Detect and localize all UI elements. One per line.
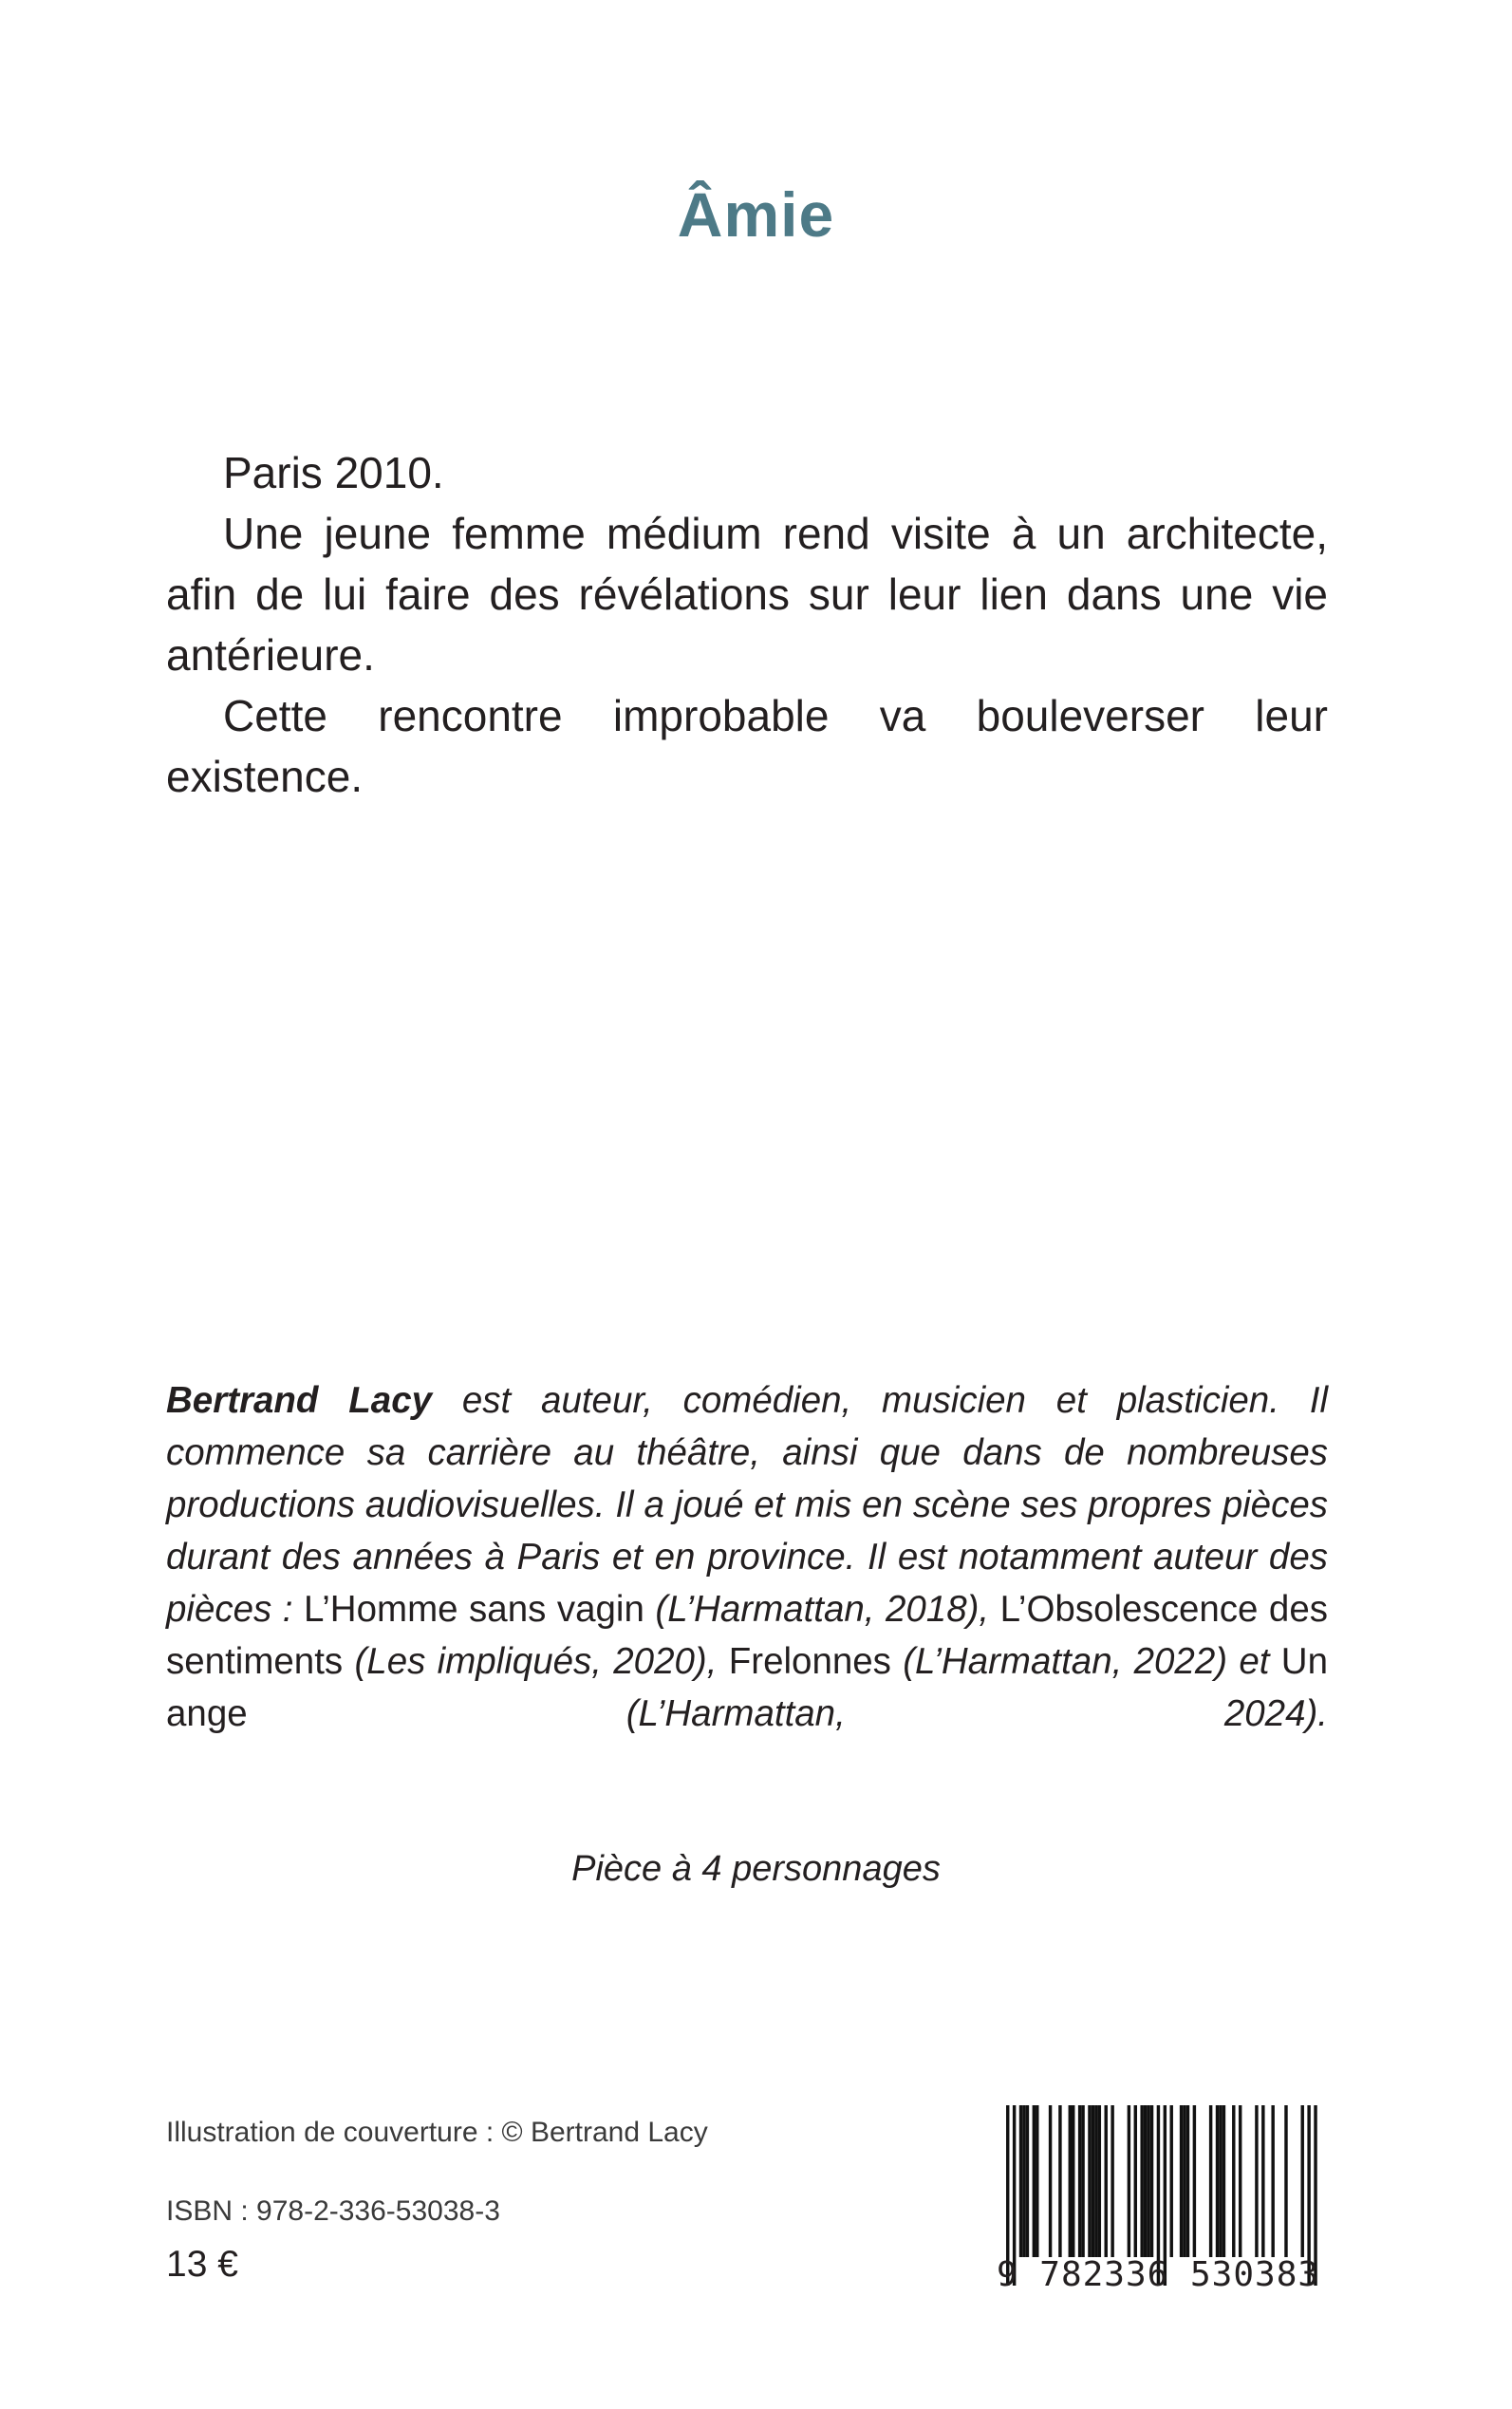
work-publisher: (L’Harmattan, 2018), xyxy=(644,1589,990,1630)
barcode-bar xyxy=(1140,2105,1143,2257)
barcode-digits: 9 782336 530383 xyxy=(996,2255,1320,2294)
barcode-bar xyxy=(1069,2105,1072,2257)
work-publisher: (Les impliqués, 2020), xyxy=(343,1641,718,1682)
barcode-bar xyxy=(1223,2105,1225,2257)
barcode-bar xyxy=(1078,2105,1081,2257)
work-title: L’Obsolescence des sentiments xyxy=(166,1589,1328,1682)
work-title: Un ange xyxy=(166,1641,1328,1734)
barcode-bar xyxy=(1170,2105,1173,2257)
barcode-bar xyxy=(1147,2105,1149,2257)
work-publisher: (L’Harmattan, 2022) et xyxy=(890,1641,1270,1682)
barcode-bar xyxy=(1180,2105,1183,2257)
barcode-bar xyxy=(1216,2105,1219,2257)
bio-text: est auteur, comédien, musicien et plasticien. Il commence sa carrière au théâtre, ainsi que dans de nombreuses productions audiovisuelles. Il a joué et mis en scène ses propres pièces durant des années à Paris et en province. Il est notamment auteur des pièces : xyxy=(166,1380,1328,1630)
barcode-bar xyxy=(1284,2105,1287,2257)
synopsis xyxy=(166,442,1328,807)
barcode-bar xyxy=(1255,2105,1258,2257)
synopsis-paragraph: Cette rencontre improbable va bouleverser leur existence. xyxy=(166,691,1328,801)
barcode-bar xyxy=(1183,2105,1185,2257)
barcode-bar xyxy=(1019,2105,1022,2257)
barcode-bar xyxy=(1033,2105,1036,2257)
barcode-bar xyxy=(1261,2105,1264,2257)
barcode-bar xyxy=(1036,2105,1038,2257)
barcode-bar xyxy=(1105,2105,1108,2257)
barcode-bar xyxy=(1232,2105,1235,2257)
cover-credit: Illustration de couverture : © Bertrand Lacy xyxy=(166,2117,708,2148)
isbn: ISBN : 978-2-336-53038-3 xyxy=(166,2195,500,2227)
barcode-bar xyxy=(1111,2105,1113,2257)
barcode-bar xyxy=(1150,2105,1153,2257)
barcode-bar xyxy=(1186,2105,1189,2257)
work-publisher: (L’Harmattan, 2024). xyxy=(247,1693,1328,1734)
book-title: Âmie xyxy=(677,179,835,250)
barcode-bar xyxy=(1193,2105,1196,2257)
barcode-bar xyxy=(1072,2105,1074,2257)
price: 13 € xyxy=(166,2244,238,2285)
barcode-bar xyxy=(1134,2105,1137,2257)
author-name: Bertrand Lacy xyxy=(166,1380,433,1421)
barcode-bar xyxy=(1026,2105,1029,2257)
barcode-bar xyxy=(1271,2105,1274,2257)
barcode-bar xyxy=(1088,2105,1091,2257)
barcode-bar xyxy=(1049,2105,1052,2257)
barcode-bar xyxy=(1128,2105,1130,2257)
barcode-bar xyxy=(1094,2105,1097,2257)
barcode-bar xyxy=(1022,2105,1025,2257)
cast-note: Pièce à 4 personnages xyxy=(571,1849,941,1889)
barcode-bar xyxy=(1301,2105,1304,2257)
barcode-bar xyxy=(1144,2105,1147,2257)
barcode-bar xyxy=(1081,2105,1084,2257)
work-title: Frelonnes xyxy=(717,1641,891,1682)
barcode-bar xyxy=(1239,2105,1241,2257)
author-bio xyxy=(166,1374,1328,1740)
barcode-bar xyxy=(1098,2105,1101,2257)
barcode-bar xyxy=(1209,2105,1212,2257)
synopsis-paragraph: Paris 2010. xyxy=(223,448,444,497)
barcode-bar xyxy=(1058,2105,1061,2257)
barcode-bar xyxy=(1092,2105,1094,2257)
barcode-bar xyxy=(1219,2105,1222,2257)
work-title: L’Homme sans vagin xyxy=(303,1589,644,1630)
synopsis-paragraph: Une jeune femme médium rend visite à un architecte, afin de lui faire des révélations sur leur lien dans une vie antérieure. xyxy=(166,509,1328,680)
